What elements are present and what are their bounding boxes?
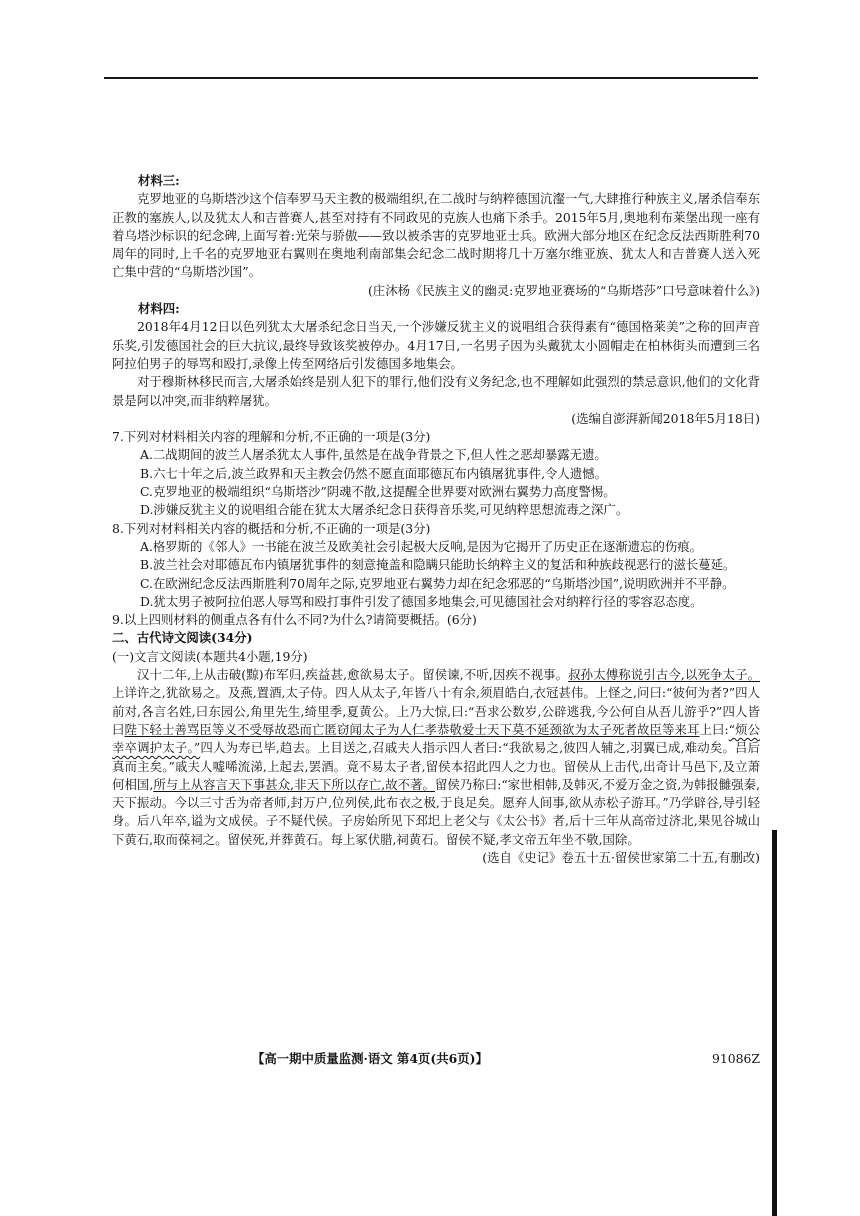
question-8-option-d: D.犹太男子被阿拉伯恶人辱骂和殴打事件引发了德国多地集会,可见德国社会对纳粹行径的零容忍态度。 xyxy=(140,593,703,609)
scan-edge-shadow xyxy=(772,830,777,1216)
passage-source: (选自《史记》卷五十五·留侯世家第二十五,有删改) xyxy=(482,849,760,865)
footer-code: 91086Z xyxy=(711,1051,760,1066)
section-2-heading: 二、古代诗文阅读(34分) xyxy=(112,630,253,646)
top-rule xyxy=(104,77,758,79)
page-footer xyxy=(112,1050,760,1070)
question-7-option-c: C.克罗地亚的极端组织“乌斯塔沙”阴魂不散,这提醒全世界要对欧洲右翼势力高度警惕。 xyxy=(140,484,616,500)
underlined-sentence-1: 叔孙太傅称说引古今,以死争太子。 xyxy=(568,667,760,683)
passage-part-b: 上详许之,犹欲易之。及燕,置酒,太子侍。四人从太子,年皆八十有余,须眉皓白,衣冠甚伟。上怪之,问曰:“彼何为者?”四人前对,各言名姓,曰东园公,角里先生,绮里季,夏黄公。上乃大惊,曰:“吾求公数岁,公辟逃我,今公何自从吾儿游乎?”四人皆曰 xyxy=(112,685,760,737)
question-7-option-b: B.六七十年之后,波兰政界和天主教会仍然不愿直面耶德瓦布内镇屠犹事件,令人遗憾。 xyxy=(140,465,607,481)
underlined-sentence-3: 所与上从容言天下事甚众,非天下所以存亡,故不著。 xyxy=(153,776,435,792)
material4-body1: 2018年4月12日以色列犹太大屠杀纪念日当天,一个涉嫌反犹主义的说唱组合获得素有“德国格莱美”之称的回声音乐奖,引发德国社会的巨大抗议,最终导致该奖被停办。4月17日,一名男子因为头戴犹太小圆帽走在柏林街头而遭到三名阿拉伯男子的辱骂和殴打,录像上传至网络后引发德国多地集会。 xyxy=(112,319,760,371)
material3-heading: 材料三: xyxy=(138,173,180,188)
material4-body2: 对于穆斯林移民而言,大屠杀始终是别人犯下的罪行,他们没有义务纪念,也不理解如此强烈的禁忌意识,他们的文化背景是阿以冲突,而非纳粹屠犹。 xyxy=(112,374,760,408)
passage-part-e: 留侯乃称曰:“家世相韩,及韩灭,不爱万金之资,为韩报雠强秦,天下振动。今以三寸舌为帝者师,封万户,位列侯,此布衣之极,于良足矣。愿弃人间事,欲从赤松子游耳。”乃学辟谷,导引轻身。后八年卒,谥为文成侯。子不疑代侯。子房始所见下邳圯上老父与《太公书》者,后十三年从高帝过济北,果见谷城山下黄石,取而葆祠之。留侯死,并葬黄石。每上冢伏腊,祠黄石。留侯不疑,孝文帝五年坐不敬,国除。 xyxy=(112,776,760,847)
material4-heading: 材料四: xyxy=(138,301,180,317)
question-7-stem: 7.下列对材料相关内容的理解和分析,不正确的一项是(3分) xyxy=(112,429,431,445)
passage-part-c: 上曰: xyxy=(699,721,729,737)
question-7-option-d: D.涉嫌反犹主义的说唱组合能在犹太大屠杀纪念日获得音乐奖,可见纳粹思想流毒之深广。 xyxy=(140,502,629,518)
passage-part-a: 汉十二年,上从击破(黥)布军归,疾益甚,愈欲易太子。留侯谏,不听,因疾不视事。 xyxy=(137,667,569,683)
page-content xyxy=(112,172,760,867)
question-8-stem: 8.下列对材料相关内容的概括和分析,不正确的一项是(3分) xyxy=(112,520,431,536)
classical-passage xyxy=(112,666,760,849)
section-2-subheading: (一)文言文阅读(本题共4小题,19分) xyxy=(112,648,308,664)
question-8-option-b: B.波兰社会对耶德瓦布内镇屠犹事件的刻意掩盖和隐瞒只能助长纳粹主义的复活和种族歧视恶行的滋长蔓延。 xyxy=(140,557,736,573)
question-9-stem: 9.以上四则材料的侧重点各有什么不同?为什么?请简要概括。(6分) xyxy=(112,612,477,628)
question-8-option-a: A.格罗斯的《邻人》一书能在波兰及欧美社会引起极大反响,是因为它揭开了历史正在逐渐遗忘的伤痕。 xyxy=(140,538,703,554)
wavy-underlined-sentence: “烦公幸卒调护太子。” xyxy=(112,721,761,756)
question-8-option-c: C.在欧洲纪念反法西斯胜利70周年之际,克罗地亚右翼势力却在纪念邪恶的“乌斯塔沙国”,说明欧洲并不平静。 xyxy=(140,575,735,591)
material3-source: (庄沐杨《民族主义的幽灵:克罗地亚赛场的“乌斯塔莎”口号意味着什么》) xyxy=(367,282,760,298)
material4-source: (选编自澎湃新闻2018年5月18日) xyxy=(571,410,760,426)
underlined-sentence-2: 陛下轻士善骂臣等义不受辱故恐而亡匿窃闻太子为人仁孝恭敬爱士天下莫不延颈欲为太子死者故臣等来耳 xyxy=(124,721,700,737)
material3-body: 克罗地亚的乌斯塔沙这个信奉罗马天主教的极端组织,在二战时与纳粹德国沆瀣一气,大肆推行种族主义,屠杀信奉东正教的塞族人,以及犹太人和吉普赛人,甚至对持有不同政见的克族人也痛下杀手。2015年5月,奥地利布莱堡出现一座有着乌塔沙标识的纪念碑,上面写着:光荣与骄傲——致以被杀害的克罗地亚士兵。欧洲大部分地区在纪念反法西斯胜利70周年的同时,上千名的克罗地亚右翼则在奥地利南部集会纪念二战时期将几十万塞尔维亚族、犹太人和吉普赛人送入死亡集中营的“乌斯塔沙国”。 xyxy=(112,191,760,280)
passage-part-d: 四人为寿已毕,趋去。上目送之,召戚夫人指示四人者曰:“我欲易之,彼四人辅之,羽翼已成,难动矣。吕后真而主矣。”戚夫人嘘唏流涕,上起去,罢酒。竟不易太子者,留侯本招此四人之力也。留侯从上击代,出奇计马邑下,及立萧何相国, xyxy=(112,740,761,792)
question-7-option-a: A.二战期间的波兰人屠杀犹太人事件,虽然是在战争背景之下,但人性之恶却暴露无遗。 xyxy=(140,447,607,463)
footer-exam-info: 【高一期中质量监测·语文 第4页(共6页)】 xyxy=(252,1051,488,1066)
